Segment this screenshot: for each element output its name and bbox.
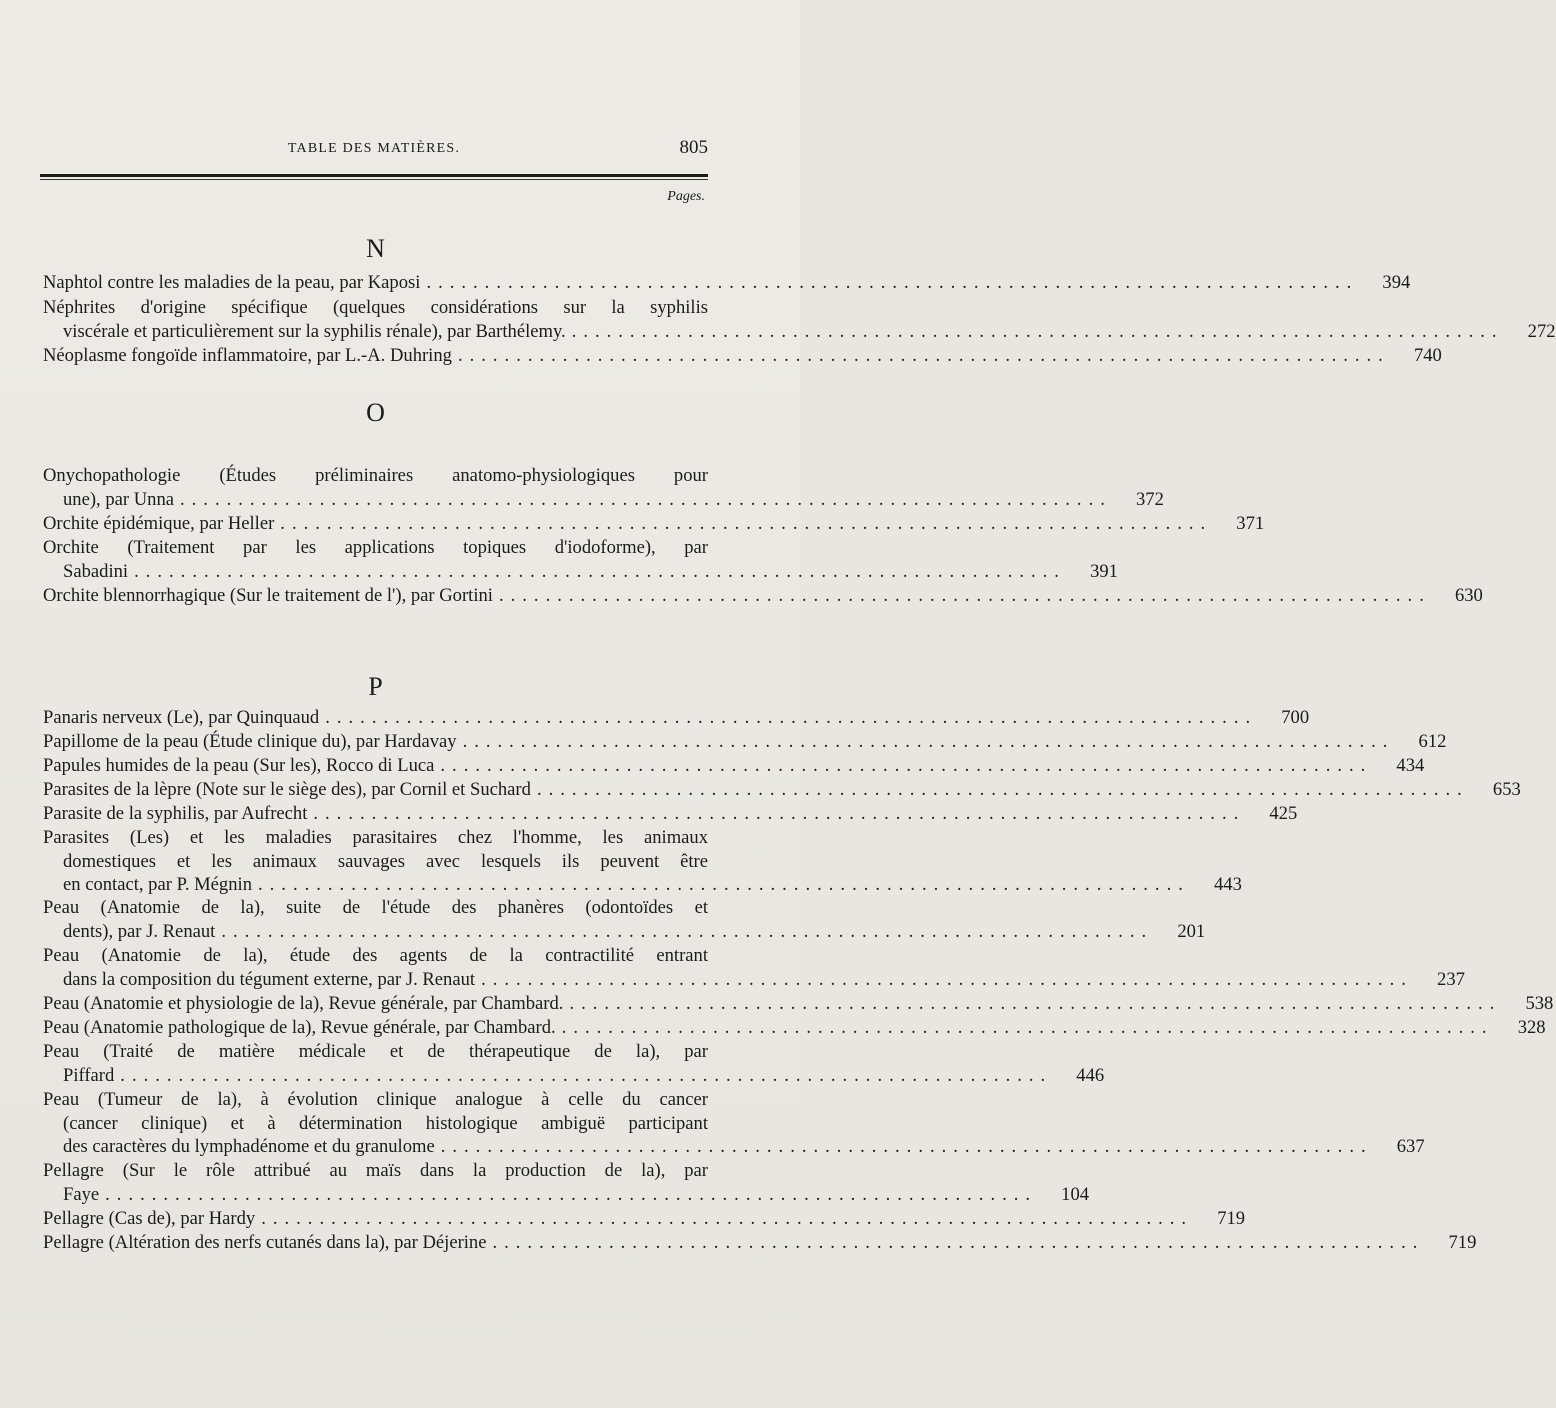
index-entry [43,464,1164,511]
entry-text: Papillome de la peau (Étude clinique du), par Hardavay [43,731,457,752]
entry-page-number: 391 [1090,560,1118,582]
entry-page-number: 328 [1517,1017,1546,1038]
entry-line [43,754,1425,778]
entry-page-number: 371 [1236,513,1265,534]
entry-page-number: 434 [1396,755,1425,776]
entry-text: une), par Unna [63,488,174,510]
entry-page-number: 719 [1448,1232,1477,1253]
header-rule-thin [40,179,708,180]
entry-text: Néoplasme fongoïde inflammatoire, par L.-A. Duhring [43,345,452,366]
entry-line [43,512,1265,536]
entry-line [43,896,708,920]
entry-text: Papules humides de la peau (Sur les), Rocco di Luca [43,755,435,776]
leader-dots: ................................................................................ [325,707,1258,728]
entry-page-number: 446 [1076,1064,1105,1086]
entry-text: Pellagre (Sur le rôle attribué au maïs dans la production de la), par [43,1160,708,1181]
index-entry [43,1016,1546,1040]
entry-page-number: 372 [1135,488,1164,510]
entry-line [43,1040,708,1064]
leader-dots: ................................................................................ [536,779,1469,800]
entry-page-number: 201 [1177,920,1206,942]
entry-text: Peau (Anatomie et physiologie de la), Revue générale, par Chambard. [43,993,564,1014]
entry-line [43,1207,1246,1231]
entry-page-number: 104 [1061,1183,1090,1205]
entry-line [43,488,1164,512]
entry-line [43,1064,1105,1088]
entry-page-number: 637 [1396,1136,1425,1158]
entry-text: Orchite épidémique, par Heller [43,513,275,534]
entry-page-number: 740 [1413,345,1442,366]
index-entry [43,730,1447,754]
entry-line [43,271,1411,295]
index-entry [43,778,1521,802]
leader-dots: ................................................................................ [134,560,1066,582]
leader-dots: ................................................................................ [498,585,1431,606]
entry-text: (cancer clinique) et à détermination histologique ambiguë participant [63,1112,708,1134]
index-entry [43,896,1206,943]
entry-text: domestiques et les animaux sauvages avec lesquels ils peuvent être [63,850,708,872]
entry-line [43,968,1465,992]
entry-page-number: 653 [1492,779,1521,800]
leader-dots: ................................................................................ [180,488,1112,510]
entry-text: Parasites (Les) et les maladies parasitaires chez l'homme, les animaux [43,827,708,848]
entry-line [43,584,1483,608]
entry-line [43,826,708,850]
index-entry [43,1040,1105,1087]
entry-text: Parasites de la lèpre (Note sur le siège des), par Cornil et Suchard [43,779,531,800]
entry-text: Peau (Traité de matière médicale et de thérapeutique de la), par [43,1041,708,1062]
header-rule-thick [40,174,708,177]
leader-dots: ................................................................................ [313,803,1246,824]
entry-text: des caractères du lymphadénome et du granulome [63,1136,435,1158]
entry-line [43,344,1442,368]
entry-text: dans la composition du tégument externe, par J. Renaut [63,968,476,990]
entry-line [43,1088,708,1112]
entry-page-number: 394 [1382,272,1411,293]
entry-text: Orchite (Traitement par les applications topiques d'iodoforme), par [43,537,708,558]
entry-line [43,1112,708,1136]
entry-text: Peau (Anatomie de la), étude des agents de la contractilité entrant [43,945,708,966]
entry-page-number: 538 [1525,993,1554,1014]
entry-text: Naphtol contre les maladies de la peau, par Kaposi [43,272,421,293]
entry-line [43,296,708,320]
index-entry [43,944,1465,991]
entry-text: Orchite blennorrhagique (Sur le traitement de l'), par Gortini [43,585,493,606]
leader-dots: ................................................................................ [221,920,1154,942]
entry-page-number: 700 [1281,707,1310,728]
index-entry [43,584,1483,608]
entry-page-number: 237 [1437,968,1465,990]
leader-dots: ................................................................................ [569,993,1502,1014]
leader-dots: ................................................................................ [120,1064,1053,1086]
entry-page-number: 612 [1418,731,1447,752]
index-entry [43,1231,1477,1255]
leader-dots: ................................................................................ [440,755,1373,776]
running-head [40,137,708,159]
index-entry [43,271,1411,295]
entry-text: viscérale et particulièrement sur la syphilis rénale), par Barthélemy. [63,320,566,342]
entry-text: Panaris nerveux (Le), par Quinquaud [43,707,320,728]
index-entry [43,296,1556,343]
entry-line [43,560,1118,584]
index-entry [43,1088,1425,1159]
entry-line [43,730,1447,754]
entry-text: en contact, par P. Mégnin [63,874,252,896]
entry-text: Peau (Anatomie pathologique de la), Revue générale, par Chambard. [43,1017,556,1038]
entry-line [43,920,1206,944]
entry-text: Faye [63,1183,100,1205]
leader-dots: ................................................................................ [440,1136,1373,1158]
entry-line [43,850,708,874]
section-letter-n: N [366,234,385,263]
entry-line [43,536,708,560]
section-letter-p: P [368,672,383,701]
entry-line [43,802,1298,826]
section-letter-o: O [366,398,385,427]
entry-line [43,873,1242,897]
index-entry [43,512,1265,536]
entry-text: Sabadini [63,560,129,582]
entry-page-number: 719 [1217,1208,1246,1229]
index-entry [43,1159,1090,1206]
entry-line [43,992,1554,1016]
entry-text: Piffard [63,1064,115,1086]
entry-line [43,1159,708,1183]
entry-text: Pellagre (Altération des nerfs cutanés dans la), par Déjerine [43,1232,487,1253]
leader-dots: ................................................................................ [492,1232,1425,1253]
entry-text: Peau (Tumeur de la), à évolution clinique analogue à celle du cancer [43,1089,708,1110]
entry-page-number: 272 [1527,320,1556,342]
entry-line [43,1016,1546,1040]
entry-text: Onychopathologie (Études préliminaires anatomo-physiologiques pour [43,465,708,486]
entry-line [43,320,1556,344]
leader-dots: ................................................................................ [481,968,1413,990]
index-entry [43,802,1298,826]
entry-text: Pellagre (Cas de), par Hardy [43,1208,256,1229]
page-number: 805 [679,137,708,158]
index-entry [43,826,1242,897]
entry-line [43,1135,1425,1159]
entry-page-number: 425 [1269,803,1298,824]
entry-line [43,706,1310,730]
leader-dots: ................................................................................ [261,1208,1194,1229]
index-entry [43,992,1554,1016]
index-entry [43,536,1118,583]
leader-dots: ................................................................................ [426,272,1359,293]
leader-dots: ................................................................................ [105,1183,1038,1205]
entry-page-number: 630 [1454,585,1483,606]
entry-line [43,1231,1477,1255]
pages-column-label: Pages. [667,189,705,204]
entry-line [43,944,708,968]
leader-dots: ................................................................................ [280,513,1213,534]
entry-text: Peau (Anatomie de la), suite de l'étude des phanères (odontoïdes et [43,897,708,918]
entry-text: Parasite de la syphilis, par Aufrecht [43,803,308,824]
entry-page-number: 443 [1213,874,1242,896]
entry-line [43,464,708,488]
entry-text: dents), par J. Renaut [63,920,216,942]
index-entry [43,1207,1246,1231]
leader-dots: ................................................................................ [561,1017,1494,1038]
index-entry [43,706,1310,730]
leader-dots: ................................................................................ [462,731,1395,752]
entry-line [43,1183,1090,1207]
entry-line [43,778,1521,802]
index-entry [43,754,1425,778]
leader-dots: ................................................................................ [258,874,1190,896]
index-entry [43,344,1442,368]
leader-dots: ................................................................................ [571,320,1504,342]
running-title: TABLE DES MATIÈRES. [287,141,461,156]
leader-dots: ................................................................................ [457,345,1390,366]
entry-text: Néphrites d'origine spécifique (quelques considérations sur la syphilis [43,297,708,318]
